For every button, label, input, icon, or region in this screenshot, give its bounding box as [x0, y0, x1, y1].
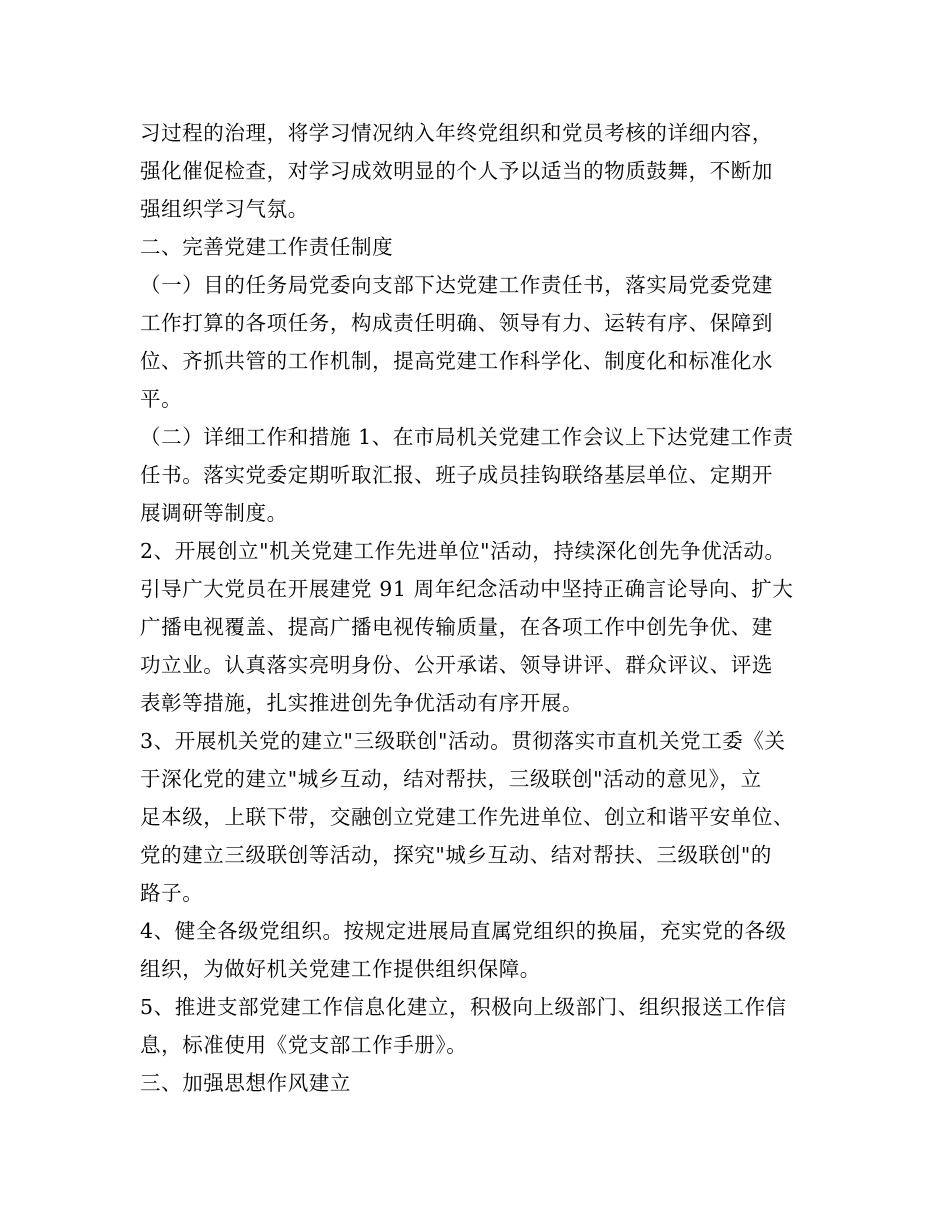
text-line: 5、推进支部党建工作信息化建立，积极向上级部门、组织报送工作信 [140, 995, 787, 1019]
text-line: 任书。落实党委定期听取汇报、班子成员挂钩联络基层单位、定期开 [140, 463, 773, 487]
text-line: 2、开展创立"机关党建工作先进单位"活动，持续深化创先争优活动。 [140, 539, 786, 563]
text-line: 路子。 [140, 881, 204, 905]
text-line: 4、健全各级党组织。按规定进展局直属党组织的换届，充实党的各级 [140, 919, 787, 943]
text-line: （一）目的任务局党委向支部下达党建工作责任书，落实局党委党建 [140, 273, 773, 297]
section-heading: 二、完善党建工作责任制度 [140, 235, 394, 259]
text-line: 表彰等措施，扎实推进创先争优活动有序开展。 [140, 691, 584, 715]
text-line: 平。 [140, 387, 183, 411]
text-line: 息，标准使用《党支部工作手册》。 [140, 1033, 468, 1057]
text-line: 强组织学习气氛。 [140, 197, 309, 221]
text-line: （二）详细工作和措施 1、在市局机关党建工作会议上下达党建工作责 [140, 425, 794, 449]
text-line: 位、齐抓共管的工作机制，提高党建工作科学化、制度化和标准化水 [140, 349, 773, 373]
text-line: 展调研等制度。 [140, 501, 288, 525]
text-line: 功立业。认真落实亮明身份、公开承诺、领导讲评、群众评议、评选 [140, 653, 773, 677]
text-line: 足本级，上联下带，交融创立党建工作先进单位、创立和谐平安单位、 [140, 805, 795, 829]
text-line: 3、开展机关党的建立"三级联创"活动。贯彻落实市直机关党工委《关 [140, 729, 786, 753]
text-line: 强化催促检查，对学习成效明显的个人予以适当的物质鼓舞，不断加 [140, 159, 773, 183]
text-line: 引导广大党员在开展建党 91 周年纪念活动中坚持正确言论导向、扩大 [140, 577, 794, 601]
document-body [140, 114, 820, 1102]
text-line: 党的建立三级联创等活动，探究"城乡互动、结对帮扶、三级联创"的 [140, 843, 772, 867]
section-heading: 三、加强思想作风建立 [140, 1071, 351, 1095]
text-line: 于深化党的建立"城乡互动，结对帮扶，三级联创"活动的意见》，立 [140, 767, 762, 791]
text-line: 组织，为做好机关党建工作提供组织保障。 [140, 957, 541, 981]
text-line: 广播电视覆盖、提高广播电视传输质量，在各项工作中创先争优、建 [140, 615, 773, 639]
text-line: 习过程的治理，将学习情况纳入年终党组织和党员考核的详细内容， [140, 121, 773, 145]
text-line: 工作打算的各项任务，构成责任明确、领导有力、运转有序、保障到 [140, 311, 773, 335]
